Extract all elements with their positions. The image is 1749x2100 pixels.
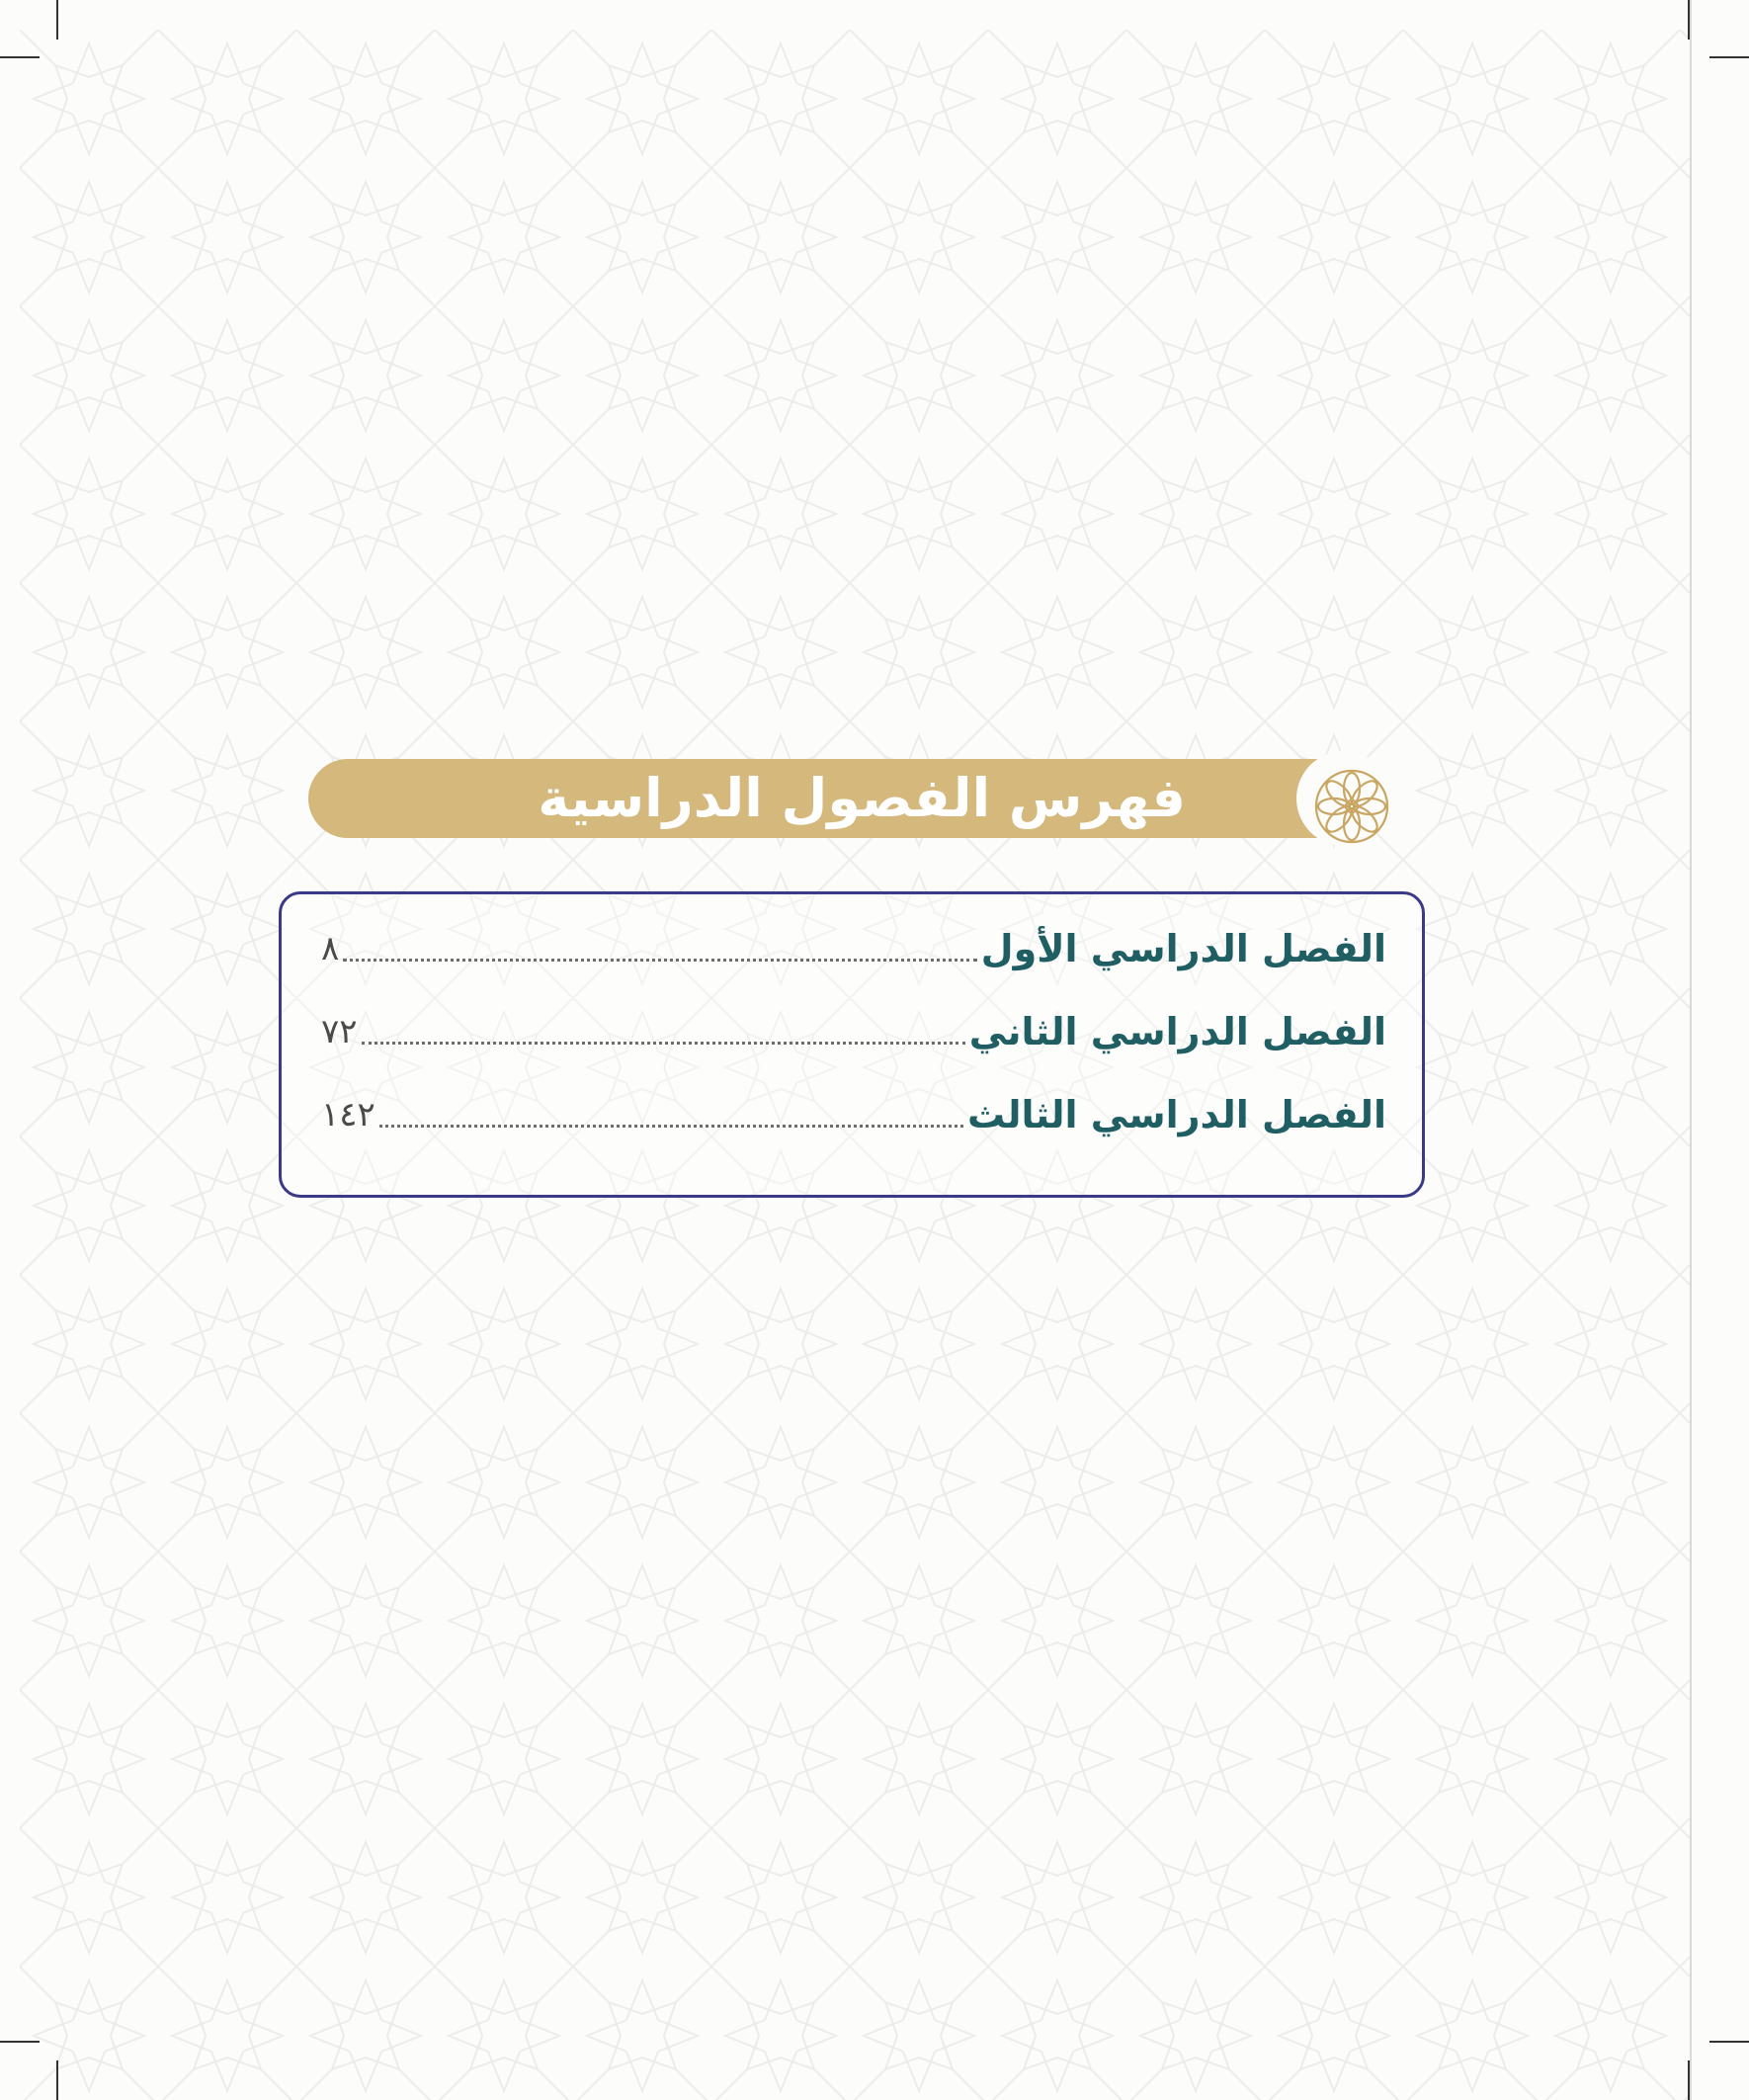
- toc-entry-page: ٧٢: [321, 1012, 358, 1051]
- toc-dot-leader: [379, 1125, 963, 1128]
- crop-mark: [1688, 2060, 1690, 2100]
- crop-mark: [0, 2041, 40, 2043]
- toc-entry-label: الفصل الدراسي الثاني: [968, 1010, 1386, 1053]
- crop-mark: [56, 0, 58, 40]
- page-title: فهرس الفصول الدراسية: [538, 767, 1186, 829]
- page-edge-line: [1690, 0, 1692, 2100]
- crop-mark: [56, 2060, 58, 2100]
- toc-entry-third-semester[interactable]: [321, 1082, 1386, 1141]
- toc-dot-leader: [362, 1042, 965, 1045]
- crop-mark: [1709, 56, 1749, 58]
- table-of-contents: [279, 891, 1425, 1198]
- toc-dot-leader: [343, 959, 976, 962]
- crop-mark: [1709, 2041, 1749, 2043]
- toc-entry-second-semester[interactable]: [321, 999, 1386, 1058]
- toc-entry-page: ٨: [321, 929, 340, 968]
- toc-entry-page: ١٤٢: [321, 1095, 375, 1134]
- gold-rosette-icon: [1306, 761, 1397, 852]
- toc-entry-label: الفصل الدراسي الأول: [980, 927, 1386, 970]
- toc-entry-first-semester[interactable]: [321, 916, 1386, 975]
- toc-entry-label: الفصل الدراسي الثالث: [967, 1093, 1386, 1136]
- crop-mark: [0, 56, 40, 58]
- crop-mark: [1688, 0, 1690, 40]
